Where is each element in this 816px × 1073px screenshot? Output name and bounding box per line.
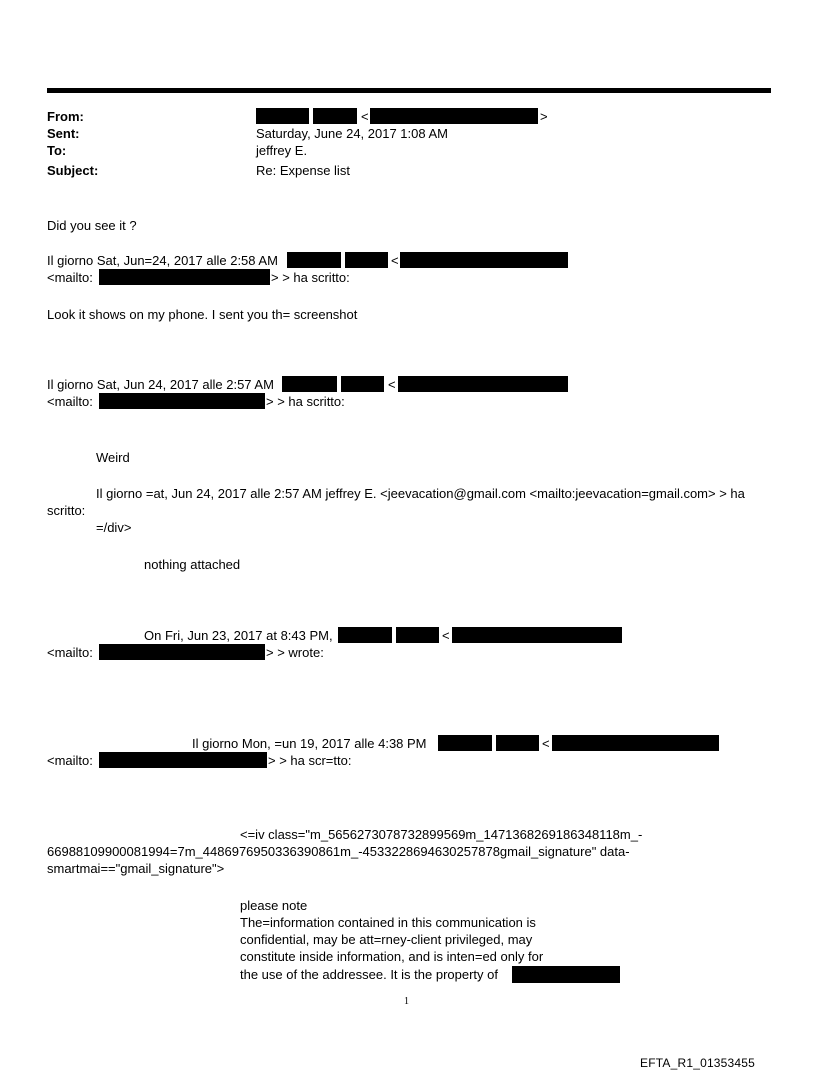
redaction-block xyxy=(512,966,620,983)
redaction-block xyxy=(396,627,439,643)
redaction-block xyxy=(370,108,538,124)
redaction-block xyxy=(313,108,357,124)
quote-header: On Fri, Jun 23, 2017 at 8:43 PM, xyxy=(144,628,333,643)
disclaimer-line: the use of the addressee. It is the property of xyxy=(240,967,498,982)
quote-tail: > > ha scr=tto: xyxy=(268,753,352,768)
mailto-prefix: <mailto: xyxy=(47,645,93,660)
quote-lt: < xyxy=(391,253,399,268)
redaction-block xyxy=(400,252,568,268)
to-value: jeffrey E. xyxy=(256,143,308,158)
body-line: Weird xyxy=(96,450,130,465)
disclaimer-line: confidential, may be att=rney-client privileged, may xyxy=(240,932,533,947)
page-number: 1 xyxy=(404,996,409,1007)
quote-header: Il giorno Mon, =un 19, 2017 alle 4:38 PM xyxy=(192,736,427,751)
body-line: nothing attached xyxy=(144,557,241,572)
header-rule xyxy=(47,88,771,93)
redaction-block xyxy=(99,752,267,768)
quote-header: Il giorno =at, Jun 24, 2017 alle 2:57 AM jeffrey E. <jeevacation@gmail.com <mailto:jeevacation=gmail.com> > ha xyxy=(96,486,745,501)
from-lt: < xyxy=(361,109,369,124)
redaction-block xyxy=(398,376,568,392)
quote-lt: < xyxy=(442,628,450,643)
body-line: Look it shows on my phone. I sent you th= screenshot xyxy=(47,307,358,322)
quote-tail: > > wrote: xyxy=(266,645,324,660)
redaction-block xyxy=(341,376,384,392)
quote-header: Il giorno Sat, Jun=24, 2017 alle 2:58 AM xyxy=(47,253,278,268)
redaction-block xyxy=(452,627,622,643)
signature-html-line: smartmai=="gmail_signature"> xyxy=(47,861,225,876)
mailto-prefix: <mailto: xyxy=(47,394,93,409)
redaction-block xyxy=(338,627,392,643)
quote-tail: > > ha scritto: xyxy=(266,394,345,409)
subject-label: Subject: xyxy=(47,163,99,178)
bates-number: EFTA_R1_01353455 xyxy=(640,1056,756,1070)
quote-lt: < xyxy=(542,736,550,751)
mailto-prefix: <mailto: xyxy=(47,270,93,285)
quote-header-wrap: scritto: xyxy=(47,503,86,518)
from-label: From: xyxy=(47,109,84,124)
html-fragment: =/div> xyxy=(96,520,132,535)
subject-value: Re: Expense list xyxy=(256,163,350,178)
redaction-block xyxy=(496,735,539,751)
disclaimer-line: please note xyxy=(240,898,308,913)
redaction-block xyxy=(99,644,265,660)
signature-html-line: 66988109900081994=7m_4486976950336390861m_-4533228694630257878gmail_signature" data- xyxy=(47,844,630,859)
to-label: To: xyxy=(47,143,67,158)
redaction-block xyxy=(99,269,270,285)
redaction-block xyxy=(99,393,265,409)
quote-header: Il giorno Sat, Jun 24, 2017 alle 2:57 AM xyxy=(47,377,274,392)
quote-lt: < xyxy=(388,377,396,392)
body-line: Did you see it ? xyxy=(47,218,137,233)
redaction-block xyxy=(282,376,337,392)
sent-value: Saturday, June 24, 2017 1:08 AM xyxy=(256,126,449,141)
quote-tail: > > ha scritto: xyxy=(271,270,350,285)
redaction-block xyxy=(345,252,388,268)
redaction-block xyxy=(256,108,309,124)
mailto-prefix: <mailto: xyxy=(47,753,93,768)
from-gt: > xyxy=(540,109,548,124)
disclaimer-line: The=information contained in this communication is xyxy=(240,915,536,930)
redaction-block xyxy=(438,735,492,751)
disclaimer-line: constitute inside information, and is inten=ed only for xyxy=(240,949,544,964)
redaction-block xyxy=(287,252,341,268)
redaction-block xyxy=(552,735,719,751)
sent-label: Sent: xyxy=(47,126,80,141)
signature-html-line: <=iv class="m_5656273078732899569m_1471368269186348118m_- xyxy=(240,827,643,842)
